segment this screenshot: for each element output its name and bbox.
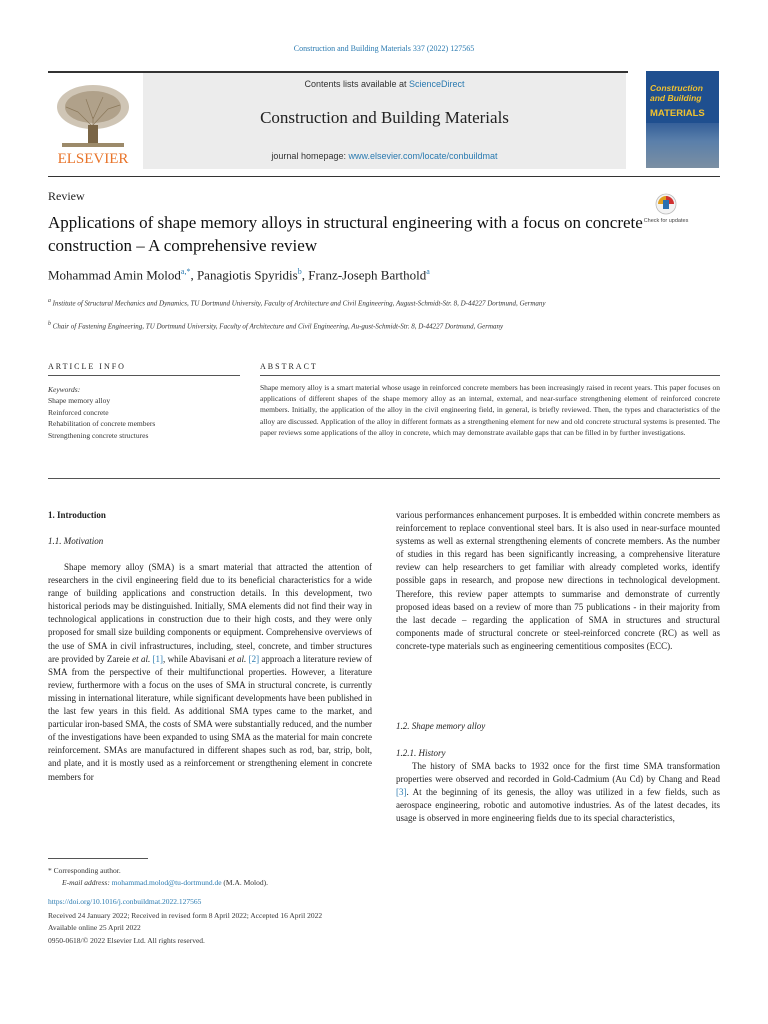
abstract-text: Shape memory alloy is a smart material whose usage in reinforced concrete members has been increasingly raised in recent years. This paper focuses on applications of different shapes of the shape memory alloy as an internal, external, and near-surface strengthening element of reinforced concrete members. Initially, the application of the alloy in the civil engineering field, in general, is briefly reviewed. Then, the types and characteristics of the alloy are discussed. Application of the alloy in different formats as a strengthening element for new and old concrete structural systems is presented. The paper reviews some applications of the alloy in concrete, which may demonstrate available gaps that can be filled in by further investigations.	[260, 383, 720, 437]
received-dates: Received 24 January 2022; Received in revised form 8 April 2022; Accepted 16 April 2022	[48, 911, 323, 920]
check-for-updates-badge[interactable]	[643, 192, 689, 232]
subsubsection-heading: 1.2.1. History	[396, 748, 446, 758]
header-bottom-rule	[48, 176, 720, 177]
abstract-heading: ABSTRACT	[260, 362, 318, 371]
cover-title-line2: and Building	[650, 93, 702, 103]
article-type: Review	[48, 189, 85, 203]
journal-citation[interactable]: Construction and Building Materials 337 (2022) 127565	[293, 44, 475, 53]
available-online: Available online 25 April 2022	[48, 923, 141, 932]
email-note: E-mail address: mohammad.molod@tu-dortmund.de (M.A. Molod).	[62, 878, 268, 887]
copyright-line: 0950-0618/© 2022 Elsevier Ltd. All rights reserved.	[48, 936, 205, 945]
journal-name: Construction and Building Materials	[260, 108, 509, 127]
citation-link[interactable]: [1]	[152, 653, 164, 664]
author-list: Mohammad Amin Molod$^{a,*}$, Panagiotis Spyridis$^b$, Franz-Joseph Barthold$^a$	[48, 267, 430, 283]
corresponding-author-note: * Corresponding author.	[48, 866, 121, 875]
sciencedirect-link[interactable]: ScienceDirect	[409, 79, 465, 89]
footnote-rule	[48, 858, 148, 859]
author-name[interactable]: Mohammad Amin Molod	[48, 267, 181, 283]
body-paragraph: Shape memory alloy (SMA) is a smart material that attracted the attention of researchers in the civil engineering field due to its beneficial characteristics for a wide range of building applications and construction details. In this development, two historical periods may be distinguished. Initially, SMA elements did not find their way in technological applications in construction due to their high costs, and they were only proposed for small size building components or equipment. Comprehensive overviews of the use of SMA in civil infrastructures, including, steel, concrete, and timber structures are provided by Zareie et al. [1], while Abavisani et al. [2] approach a literature review of SMA from the perspective of their multifunctional properties. However, a literature review, furthermore with a focus on the uses of SMA in structural concrete, is currently missing in international literature, while significant developments have been published in the last few years in this field. As additional SMA types came to the market, and particular iron-based SMA, the costs of SMA were substantially reduced, and the number of the investigations have been expanded to using SMA as the material for main concrete reinforcement. SMAs are manufactured in different shapes such as rod, bar, strip, bolt, and plate, and it is mostly used as a reinforcement or strengthening element in concrete members for	[48, 562, 373, 782]
homepage-link[interactable]: www.elsevier.com/locate/conbuildmat	[348, 151, 498, 161]
keywords-block	[48, 384, 155, 441]
email-link[interactable]: mohammad.molod@tu-dortmund.de	[111, 878, 222, 887]
subsection-heading: 1.2. Shape memory alloy	[396, 721, 486, 731]
keyword: Strengthening concrete structures	[48, 430, 149, 440]
keyword: Reinforced concrete	[48, 407, 109, 417]
citation-link[interactable]: [3]	[396, 787, 407, 798]
homepage-line: journal homepage: www.elsevier.com/locate/conbuildmat	[271, 151, 498, 161]
cover-title-line1: Construction	[650, 83, 703, 93]
author-name[interactable]: Franz-Joseph Barthold	[308, 267, 427, 283]
check-updates-label: Check for updates	[643, 218, 689, 224]
author-affil-mark[interactable]: b	[297, 267, 302, 276]
article-title: Applications of shape memory alloys in structural engineering with a focus on concrete construction – A comprehensive review	[48, 213, 643, 255]
section-heading: 1. Introduction	[48, 510, 106, 520]
body-paragraph: The history of SMA backs to 1932 once for the first time SMA transformation properties were observed and recorded in Gold-Cadmium (Au Cd) by Chang and Read [3]. At the beginning of its genesis, the alloy was utilized in a few fields, such as aerospace engineering, robotic and automotive industries. As of the latest decades, its usage is observed in more engineering fields due to its special characteristics,	[396, 761, 720, 824]
author-affil-mark[interactable]: a,*	[180, 267, 191, 276]
cover-title-line3: MATERIALS	[650, 108, 705, 119]
divider	[48, 375, 240, 376]
doi-link[interactable]: https://doi.org/10.1016/j.conbuildmat.2022.127565	[48, 897, 202, 906]
article-info-heading: ARTICLE INFO	[48, 362, 126, 371]
author-affil-mark[interactable]: a	[426, 267, 430, 276]
divider	[48, 478, 720, 479]
journal-cover[interactable]	[646, 71, 719, 168]
affiliation: $^a$ Institute of Structural Mechanics and Dynamics, TU Dortmund University, Faculty of Architecture and Civil Engineering, August-Schmidt-Str. 8, D-44227 Dortmund, Germany	[48, 298, 546, 308]
subsection-heading: 1.1. Motivation	[48, 536, 104, 546]
cover-image	[646, 123, 719, 168]
affiliation: $^b$ Chair of Fastening Engineering, TU Dortmund University, Faculty of Architecture and Civil Engineering, Au-gust-Schmidt-Str. 8, D-44227 Dortmund, Germany	[48, 321, 504, 331]
contents-line: Contents lists available at ScienceDirect	[304, 79, 465, 89]
divider	[260, 375, 720, 376]
keyword: Shape memory alloy	[48, 396, 111, 406]
elsevier-wordmark: ELSEVIER	[57, 151, 129, 167]
keywords-label: Keywords:	[48, 385, 81, 394]
body-paragraph: various performances enhancement purposes. It is embedded within concrete members as reinforcement to replace conventional steel bars. It is also used in near-surface mounted systems as well as external strengthening elements of concrete members. As the number of studies in this regard has been significantly increasing, a comprehensive literature review can help researchers to get familiar with already completed works, identify possible gaps in research, and propose new directions in technological development. Therefore, this review paper attempts to summarise and demonstrate of currently proposed ideas based on a review of more than 75 publications - in their majority from the last decade – regarding the application of SMA in structures and structural components made of structural concrete or steel-reinforced concrete (RC) as well as concrete-type materials such as engineering cementitious composites (ECC).	[396, 510, 720, 651]
keyword: Rehabilitation of concrete members	[48, 419, 156, 429]
citation-link[interactable]: [2]	[248, 653, 260, 664]
author-name[interactable]: Panagiotis Spyridis	[196, 267, 298, 283]
elsevier-logo	[48, 77, 138, 167]
